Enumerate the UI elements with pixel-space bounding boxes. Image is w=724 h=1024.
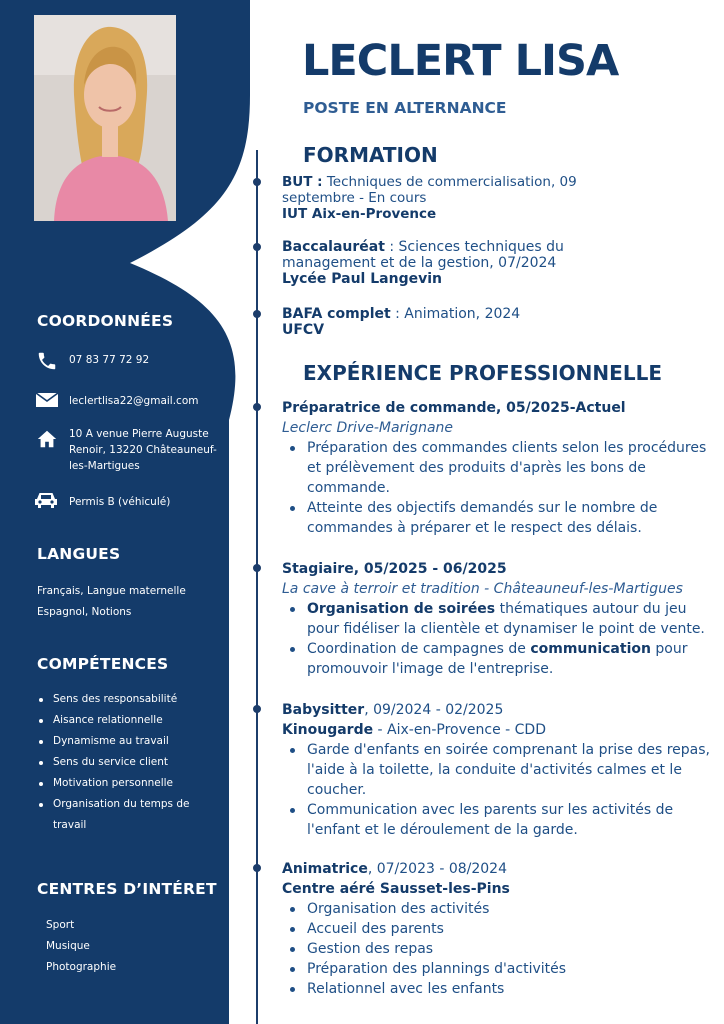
languages-heading: LANGUES: [37, 545, 121, 563]
task-item: Organisation des activités: [282, 899, 714, 919]
timeline-dot: [253, 705, 261, 713]
experience-entry: [282, 559, 714, 679]
postal-address: 10 A venue Pierre Auguste Renoir, 13220 Châteauneuf-les-Martigues: [69, 428, 217, 472]
task-item: Atteinte des objectifs demandés sur le nombre de commandes à préparer et le respect des délais.: [282, 498, 714, 538]
skill-item: Aisance relationnelle: [37, 710, 217, 731]
task-item: [282, 639, 714, 679]
experience-entry: [282, 700, 714, 840]
timeline-dot: [253, 564, 261, 572]
language-item: Espagnol, Notions: [37, 606, 132, 618]
skill-item: Dynamisme au travail: [37, 731, 217, 752]
email-address[interactable]: leclertlisa22@gmail.com: [69, 395, 199, 407]
education-entry: [282, 306, 714, 338]
timeline-dot: [253, 310, 261, 318]
car-icon: [34, 490, 60, 512]
languages-list: [37, 581, 186, 623]
task-text: Coordination de campagnes de: [307, 641, 531, 657]
company-name: Leclerc Drive-Marignane: [282, 420, 454, 436]
task-item: Communication avec les parents sur les activités de l'enfant et le déroulement de la garde.: [282, 800, 714, 840]
phone-number[interactable]: 07 83 77 72 92: [69, 354, 150, 366]
task-item: Préparation des commandes clients selon les procédures et prélèvement des produits d'après les bons de commande.: [282, 438, 714, 498]
home-icon: [36, 428, 58, 450]
interests-list: [46, 915, 116, 978]
school-name: Lycée Paul Langevin: [282, 271, 442, 287]
task-item: [282, 599, 714, 639]
task-highlight: communication: [530, 641, 651, 657]
education-entry: [282, 239, 602, 287]
contact-heading: COORDONNÉES: [37, 312, 174, 330]
skill-item: Sens du service client: [37, 752, 217, 773]
job-title: Préparatrice de commande, 05/2025-Actuel: [282, 400, 626, 416]
education-entry: [282, 174, 582, 222]
job-title: Babysitter: [282, 702, 365, 718]
task-item: Garde d'enfants en soirée comprenant la prise des repas, l'aide à la toilette, la conduite d'activités calmes et le coucher.: [282, 740, 714, 800]
company-name: Kinougarde: [282, 722, 374, 738]
timeline-line: [256, 150, 258, 1024]
experience-entry: [282, 398, 714, 538]
interest-item: Sport: [46, 919, 75, 931]
task-text: pour promouvoir l'image de l'entreprise.: [307, 641, 688, 677]
skill-item: Motivation personnelle: [37, 773, 217, 794]
job-title: Animatrice: [282, 861, 368, 877]
task-item: Relationnel avec les enfants: [282, 979, 714, 999]
school-name: IUT Aix-en-Provence: [282, 206, 437, 222]
skills-list: [37, 689, 217, 836]
job-tasks: [282, 438, 714, 538]
skill-item: Sens des responsabilité: [37, 689, 217, 710]
task-item: Accueil des parents: [282, 919, 714, 939]
candidate-name: LECLERT LISA: [302, 36, 619, 86]
experience-heading: EXPÉRIENCE PROFESSIONNELLE: [303, 361, 662, 385]
degree-title: BUT :: [282, 174, 323, 190]
task-item: Gestion des repas: [282, 939, 714, 959]
job-tasks: [282, 899, 714, 999]
job-tasks: [282, 740, 714, 840]
degree-details: : Animation, 2024: [390, 306, 521, 322]
job-dates: , 07/2023 - 08/2024: [367, 861, 508, 877]
interest-item: Musique: [46, 940, 90, 952]
timeline-dot: [253, 243, 261, 251]
language-item: Français, Langue maternelle: [37, 585, 186, 597]
profile-photo: [34, 15, 176, 221]
timeline-dot: [253, 864, 261, 872]
degree-details: : Sciences techniques du management et de la gestion, 07/2024: [282, 239, 564, 271]
position-title: POSTE EN ALTERNANCE: [303, 99, 507, 117]
timeline-dot: [253, 178, 261, 186]
company-name: Centre aéré Sausset-les-Pins: [282, 881, 510, 897]
job-tasks: [282, 599, 714, 679]
job-title: Stagiaire, 05/2025 - 06/2025: [282, 561, 507, 577]
skill-item: Organisation du temps de travail: [37, 794, 217, 836]
task-item: Préparation des plannings d'activités: [282, 959, 714, 979]
email-icon: [36, 391, 58, 413]
degree-title: BAFA complet: [282, 306, 391, 322]
degree-details: Techniques de commercialisation, 09 septembre - En cours: [282, 174, 577, 206]
company-location: - Aix-en-Provence - CDD: [373, 722, 546, 738]
company-name: La cave à terroir et tradition - Châteauneuf-les-Martigues: [282, 581, 683, 597]
phone-icon: [36, 350, 58, 372]
experience-entry: [282, 859, 714, 999]
job-dates: , 09/2024 - 02/2025: [364, 702, 504, 718]
skills-heading: COMPÉTENCES: [37, 655, 169, 673]
education-heading: FORMATION: [303, 143, 438, 167]
school-name: UFCV: [282, 322, 325, 338]
interests-heading: CENTRES D’INTÉRET: [37, 880, 217, 898]
task-text: thématiques autour du jeu pour fidéliser la clientèle et dynamiser le point de vente.: [307, 601, 705, 637]
interest-item: Photographie: [46, 961, 117, 973]
driving-license: Permis B (véhiculé): [69, 496, 171, 508]
task-highlight: Organisation de soirées: [307, 601, 496, 617]
timeline-dot: [253, 403, 261, 411]
degree-title: Baccalauréat: [282, 239, 385, 255]
